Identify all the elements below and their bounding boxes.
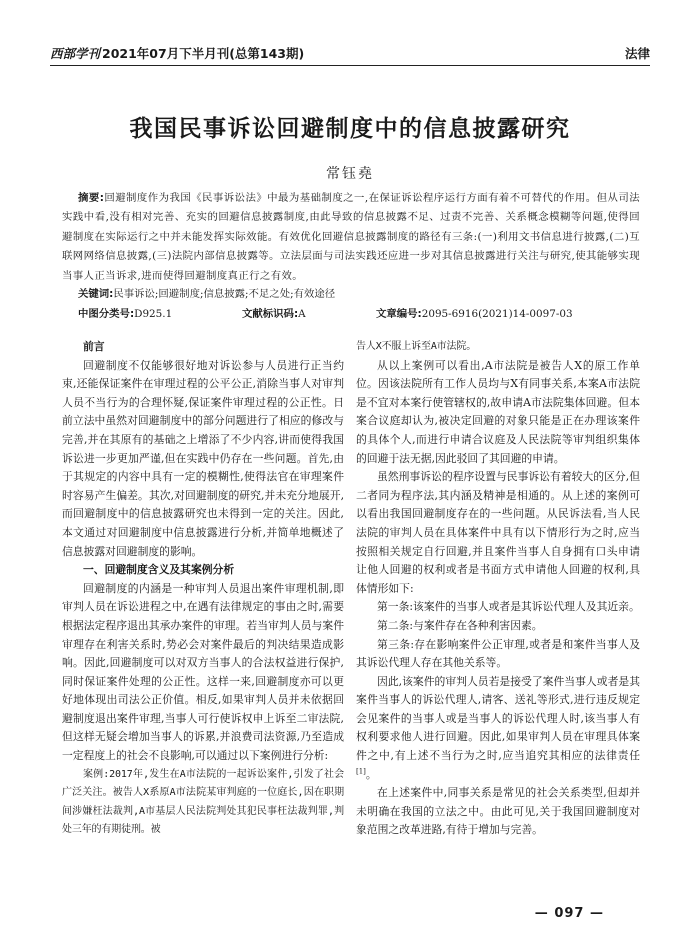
- abstract-label: 摘要:: [78, 192, 105, 204]
- liability-end: 。: [365, 767, 377, 781]
- running-header: [50, 44, 650, 64]
- liability-text: 因此,该案件的审判人员若是接受了案件当事人或者是其案件当事人的诉讼代理人,请客、送礼等形式,进行违反规定会见案件的当事人或是当事人的诉讼代理人时,该当事人有权利要求他人进行回避。因此,如果审判人员在审理具体案件之中,有上述不当行为之时,应当追究其相应的法律责任: [356, 674, 640, 763]
- article-3: 第三条:存在影响案件公正审理,或者是和案件当事人及其诉讼代理人存在其他关系等。: [356, 637, 640, 670]
- liability-paragraph: [356, 673, 640, 785]
- keywords-label: 关键词:: [78, 288, 114, 300]
- left-column: [62, 338, 344, 840]
- keywords-text: 民事诉讼;回避制度;信息披露;不足之处;有效途径: [113, 288, 336, 300]
- analysis-paragraph: 从以上案例可以看出,A市法院是被告人X的原工作单位。因该法院所有工作人员均与X有同事关系,本案A市法院是不宜对本案行使管辖权的,故申请A市法院集体回避。但本案合议庭却认为,被决定回避的对象只能是正在办理该案件的具体个人,而进行申请合议庭及人民法院等审判组织集体的回避于法无据,因此驳回了其回避的申请。: [356, 358, 640, 465]
- keywords: [62, 285, 640, 303]
- article-1: 第一条:该案件的当事人或者是其诉讼代理人及其近亲。: [377, 600, 640, 614]
- clc-label: 中图分类号:: [78, 308, 135, 320]
- section-name: 法律: [624, 46, 650, 61]
- issue-info: 2021年07月下半月刊(总第143期): [102, 46, 305, 61]
- article-metadata: [78, 305, 648, 323]
- header-rule: [50, 65, 650, 66]
- doc-code-label: 文献标识码:: [242, 308, 299, 320]
- section-1-heading: 一、回避制度含义及其案例分析: [83, 563, 235, 577]
- intro-heading: 前言: [83, 340, 105, 353]
- case-continuation: 告人X不服上诉至A市法院。: [356, 341, 477, 352]
- article-number-label: 文章编号:: [376, 308, 422, 320]
- section-1-paragraph: 回避制度的内涵是一种审判人员退出案件审理机制,即审判人员在诉讼进程之中,在遇有法律规定的事由之时,需要根据法定程序退出其承办案件的审理。若当审判人员与案件审理存在利害关系时,势必会对案件最后的判决结果造成影响。因此,回避制度可以对双方当事人的合法权益进行保护,同时保证案件处理的公正性。这样一来,回避制度亦可以更好地体现出司法公正价值。相反,如果审判人员并未依据回避制度退出案件审理,当事人可行使诉权申上诉至二审法院,但这样无疑会增加当事人的诉累,并浪费司法资源,乃至造成一定程度上的社会不良影响,可以通过以下案例进行分析:: [62, 581, 344, 763]
- article-author: 常钰堯: [326, 166, 374, 182]
- abstract-text: 回避制度作为我国《民事诉讼法》中最为基础制度之一,在保证诉讼程序运行方面有着不可替代的作用。但从司法实践中看,没有相对完善、充实的回避信息披露制度,由此导致的信息披露不足、过责不完善、关系概念模糊等问题,使得回避制度在实际运行之中并未能发挥实际效能。有效优化回避信息披露制度的路径有三条:(一)利用文书信息进行披露,(二)互联网网络信息披露,(三)法院内部信息披露等。立法层面与司法实践还应进一步对其信息披露进行关注与研究,使其能够实现当事人正当诉求,进而使得回避制度真正行之有效。: [62, 192, 640, 282]
- citation-ref: [1]: [356, 767, 366, 776]
- article-title: 我国民事诉讼回避制度中的信息披露研究: [129, 116, 571, 142]
- header-journal-issue: [50, 44, 304, 62]
- article-2: 第二条:与案件存在各种利害因素。: [377, 618, 543, 632]
- article-number-value: 2095-6916(2021)14-0097-03: [421, 308, 573, 320]
- page-number: — 097 —: [534, 906, 604, 921]
- clc-value: D925.1: [134, 308, 173, 320]
- procedure-paragraph: 虽然刑事诉讼的程序设置与民事诉讼有着较大的区分,但二者同为程序法,其内涵及精神是相通的。从上述的案例可以看出我国回避制度存在的一些问题。从民诉法看,当人民法院的审判人员在具体案件中具有以下情形行为之时,应当按照相关规定自行回避,并且案件当事人自身拥有口头申请让他人回避的权利或者是书面方式申请他人回避的权利,具体情形如下:: [356, 470, 640, 595]
- intro-paragraph: 回避制度不仅能够很好地对诉讼参与人员进行正当约束,还能保证案件在审理过程的公平公正,消除当事人对审判人员不当行为的合理怀疑,保证案件审理过程的公正性。日前立法中虽然对回避制度中的部分问题进行了相应的修改与完善,并在其原有的基础之上增添了不少内容,讲而使得我国诉讼进一步更加严谨,但在实践中仍存在一些问题。首先,由于其规定的内容中具有一定的模糊性,使得法官在审理案件时容易产生偏差。其次,对回避制度的研究,并未充分地展开,而回避制度中的信息披露研究也未得到一定的关注。因此,本文通过对回避制度中信息披露进行分析,并简单地概述了信息披露对回避制度的影响。: [62, 358, 344, 558]
- abstract: [62, 189, 640, 286]
- journal-name: 西部学刊: [50, 46, 101, 61]
- conclusion-paragraph: 在上述案件中,同事关系是常见的社会关系类型,但却并未明确在我国的立法之中。由此可见,关于我国回避制度对象范围之改革进路,有待于增加与完善。: [356, 786, 640, 837]
- case-paragraph: 案例:2017年,发生在A市法院的一起诉讼案件,引发了社会广泛关注。被告人X系原A市法院某审判庭的一位庭长,因在职期间涉嫌枉法裁判,A市基层人民法院判处其犯民事枉法裁判罪,判处三年的有期徒刑。被: [62, 768, 344, 836]
- doc-code-value: A: [298, 308, 306, 320]
- right-column: [356, 338, 640, 840]
